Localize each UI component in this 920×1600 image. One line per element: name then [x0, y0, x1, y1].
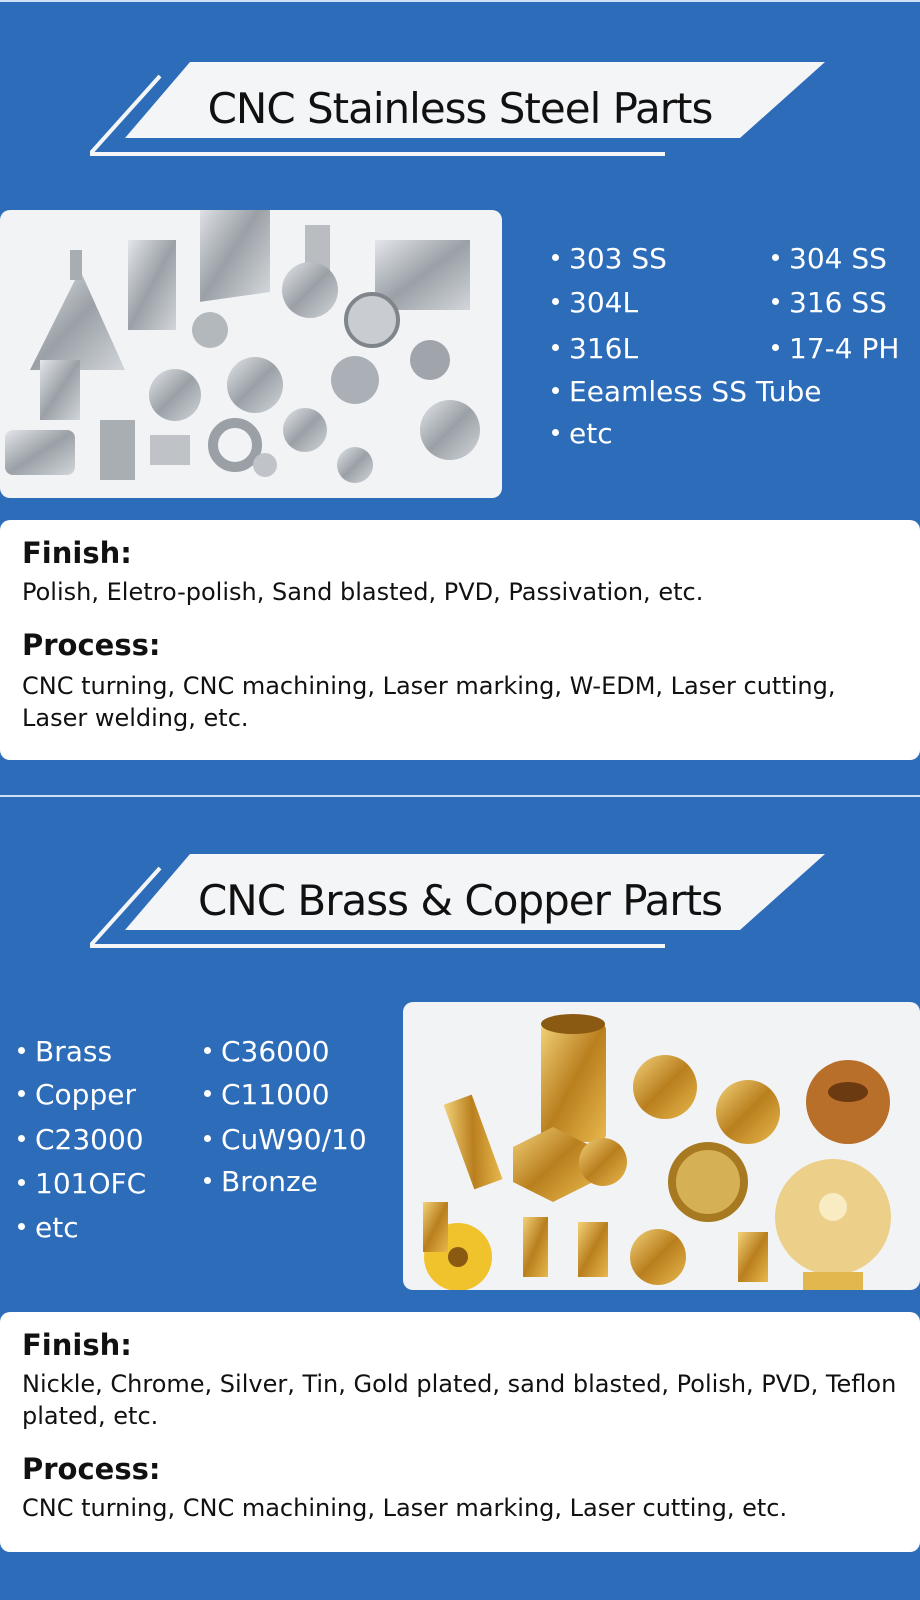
process-heading: Process:	[22, 1452, 161, 1486]
section-title: CNC Stainless Steel Parts	[207, 84, 713, 133]
stainless-info-card	[0, 520, 920, 760]
bullet-icon	[204, 1177, 211, 1184]
process-text: CNC turning, CNC machining, Laser marking, W-EDM, Laser cutting, Laser welding, etc.	[22, 672, 836, 732]
process-heading: Process:	[22, 628, 161, 662]
bullet-icon	[204, 1135, 211, 1142]
bullet-icon	[18, 1047, 25, 1054]
grade-item: etc	[552, 417, 613, 450]
bullet-icon	[772, 344, 779, 351]
grade-item: 316 SS	[772, 286, 887, 319]
bullet-icon	[552, 387, 559, 394]
finish-heading: Finish:	[22, 1328, 132, 1362]
bullet-icon	[18, 1090, 25, 1097]
brass-info-card	[0, 1312, 920, 1552]
bullet-icon	[552, 429, 559, 436]
stainless-steel-parts-photo	[0, 210, 502, 498]
grade-item: etc	[18, 1211, 79, 1244]
top-divider	[0, 0, 920, 2]
bullet-icon	[204, 1090, 211, 1097]
bullet-icon	[552, 254, 559, 261]
finish-text: Polish, Eletro-polish, Sand blasted, PVD, Passivation, etc.	[22, 578, 704, 606]
grade-item: CuW90/10	[204, 1123, 367, 1156]
bullet-icon	[772, 254, 779, 261]
grade-item: 17-4 PH	[772, 332, 899, 365]
brass-copper-section	[0, 810, 920, 1600]
bullet-icon	[18, 1135, 25, 1142]
section-title-banner	[90, 850, 830, 960]
section-title: CNC Brass & Copper Parts	[197, 876, 723, 925]
grade-item: 304 SS	[772, 242, 887, 275]
grade-item: Bronze	[204, 1165, 318, 1198]
bullet-icon	[552, 344, 559, 351]
finish-text: Nickle, Chrome, Silver, Tin, Gold plated, sand blasted, Polish, PVD, Teflon plated, etc.	[22, 1370, 897, 1430]
bullet-icon	[552, 298, 559, 305]
grade-item: C36000	[204, 1035, 330, 1068]
bullet-icon	[772, 298, 779, 305]
grade-item: 316L	[552, 332, 638, 365]
grade-item: Eeamless SS Tube	[552, 375, 821, 408]
finish-heading: Finish:	[22, 536, 132, 570]
process-text: CNC turning, CNC machining, Laser marking, Laser cutting, etc.	[22, 1494, 788, 1522]
bullet-icon	[18, 1223, 25, 1230]
grade-item: Brass	[18, 1035, 112, 1068]
bullet-icon	[204, 1047, 211, 1054]
grade-item: C11000	[204, 1078, 330, 1111]
bullet-icon	[18, 1179, 25, 1186]
grade-item: C23000	[18, 1123, 144, 1156]
grade-item: Copper	[18, 1078, 136, 1111]
brass-copper-parts-photo	[403, 1002, 920, 1290]
grade-item: 101OFC	[18, 1167, 146, 1200]
section-title-banner	[90, 58, 830, 168]
grade-item: 303 SS	[552, 242, 667, 275]
grade-item: 304L	[552, 286, 638, 319]
section-divider	[0, 795, 920, 797]
